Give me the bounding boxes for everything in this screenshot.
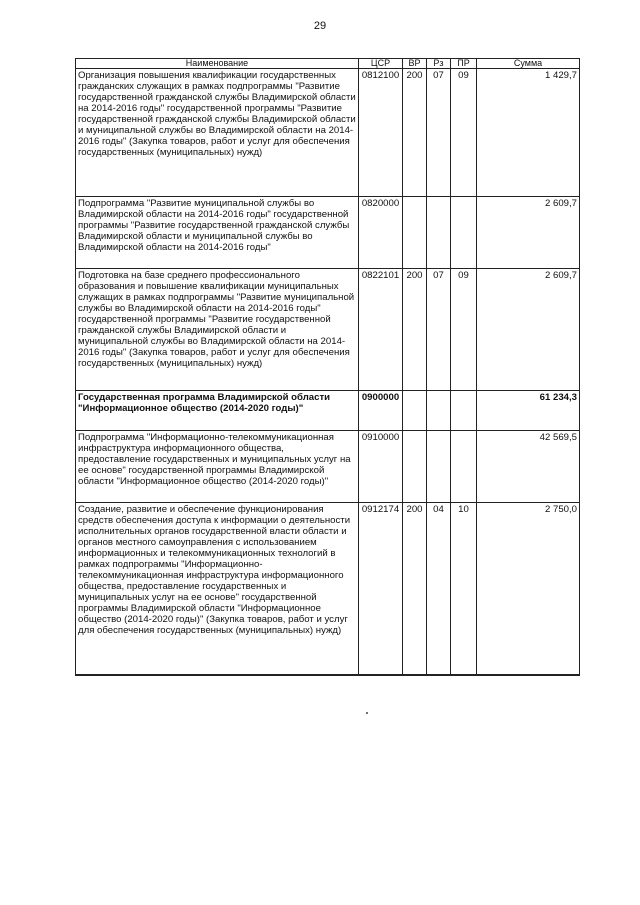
- row-vr: 200: [403, 503, 427, 675]
- row-name: Создание, развитие и обеспечение функционирования средств обеспечения доступа к информации о деятельности исполнительных органов государственной власти области и органов местного самоуправления с использованием информационных и телекоммуникационных технологий в рамках подпрограммы "Информационно-телекоммуникационная инфраструктура информационного общества, предоставление государственных и муниципальных услуг на ее основе" государственной программы Владимирской области "Информационное общество (2014-2020 годы)" (Закупка товаров, работ и услуг для обеспечения государственных (муниципальных) нужд): [76, 503, 359, 675]
- row-sum: 1 429,7: [477, 69, 580, 197]
- row-pr: 09: [451, 269, 477, 391]
- header-name: Наименование: [76, 59, 359, 69]
- row-pr: 10: [451, 503, 477, 675]
- row-csr: 0900000: [359, 391, 403, 431]
- row-sum: 42 569,5: [477, 431, 580, 503]
- row-csr: 0820000: [359, 197, 403, 269]
- row-rz: [427, 391, 451, 431]
- row-name: Подготовка на базе среднего профессионального образования и повышение квалификации муниципальных служащих в рамках подпрограммы "Развитие муниципальной службы во Владимирской области на 2014-2016 годы" государственной программы "Развитие государственной гражданской службы Владимирской области и муниципальной службы во Владимирской области на 2014-2016 годы" (Закупка товаров, работ и услуг для обеспечения государственных (муниципальных) нужд): [76, 269, 359, 391]
- row-name: Организация повышения квалификации государственных гражданских служащих в рамках подпрограммы "Развитие государственной гражданской службы Владимирской области на 2014-2016 годы" государственной программы "Развитие государственной гражданской службы Владимирской области и муниципальной службы во Владимирской области на 2014-2016 годы" (Закупка товаров, работ и услуг для обеспечения государственных (муниципальных) нужд): [76, 69, 359, 197]
- row-rz: 04: [427, 503, 451, 675]
- row-csr: 0822101: [359, 269, 403, 391]
- budget-table: [75, 58, 580, 676]
- table-row-program: [76, 391, 580, 431]
- row-csr: 0912174: [359, 503, 403, 675]
- row-pr: [451, 391, 477, 431]
- row-name: Подпрограмма "Информационно-телекоммуникационная инфраструктура информационного общества, предоставление государственных и муниципальных услуг на ее основе" государственной программы Владимирской области "Информационное общество (2014-2020 годы)": [76, 431, 359, 503]
- table-row: [76, 69, 580, 197]
- row-sum: 2 609,7: [477, 197, 580, 269]
- table-row: [76, 503, 580, 675]
- row-rz: 07: [427, 69, 451, 197]
- row-name: Подпрограмма "Развитие муниципальной службы во Владимирской области на 2014-2016 годы" государственной программы "Развитие государственной гражданской службы Владимирской области и муниципальной службы во Владимирской области на 2014-2016 годы": [76, 197, 359, 269]
- row-sum: 2 609,7: [477, 269, 580, 391]
- row-pr: [451, 431, 477, 503]
- row-sum: 61 234,3: [477, 391, 580, 431]
- row-vr: [403, 197, 427, 269]
- table-header-row: [76, 59, 580, 69]
- row-rz: 07: [427, 269, 451, 391]
- row-vr: 200: [403, 69, 427, 197]
- table-row: [76, 431, 580, 503]
- header-pr: ПР: [451, 59, 477, 69]
- row-vr: 200: [403, 269, 427, 391]
- row-rz: [427, 431, 451, 503]
- row-pr: 09: [451, 69, 477, 197]
- header-vr: ВР: [403, 59, 427, 69]
- page-number: 29: [313, 20, 327, 32]
- row-rz: [427, 197, 451, 269]
- row-sum: 2 750,0: [477, 503, 580, 675]
- table-row: [76, 197, 580, 269]
- header-csr: ЦСР: [359, 59, 403, 69]
- row-csr: 0812100: [359, 69, 403, 197]
- header-sum: Сумма: [477, 59, 580, 69]
- row-vr: [403, 431, 427, 503]
- row-name: Государственная программа Владимирской области "Информационное общество (2014-2020 годы)": [76, 391, 359, 431]
- header-rz: Рз: [427, 59, 451, 69]
- row-pr: [451, 197, 477, 269]
- row-vr: [403, 391, 427, 431]
- table-row: [76, 269, 580, 391]
- scan-speck: [366, 712, 368, 714]
- row-csr: 0910000: [359, 431, 403, 503]
